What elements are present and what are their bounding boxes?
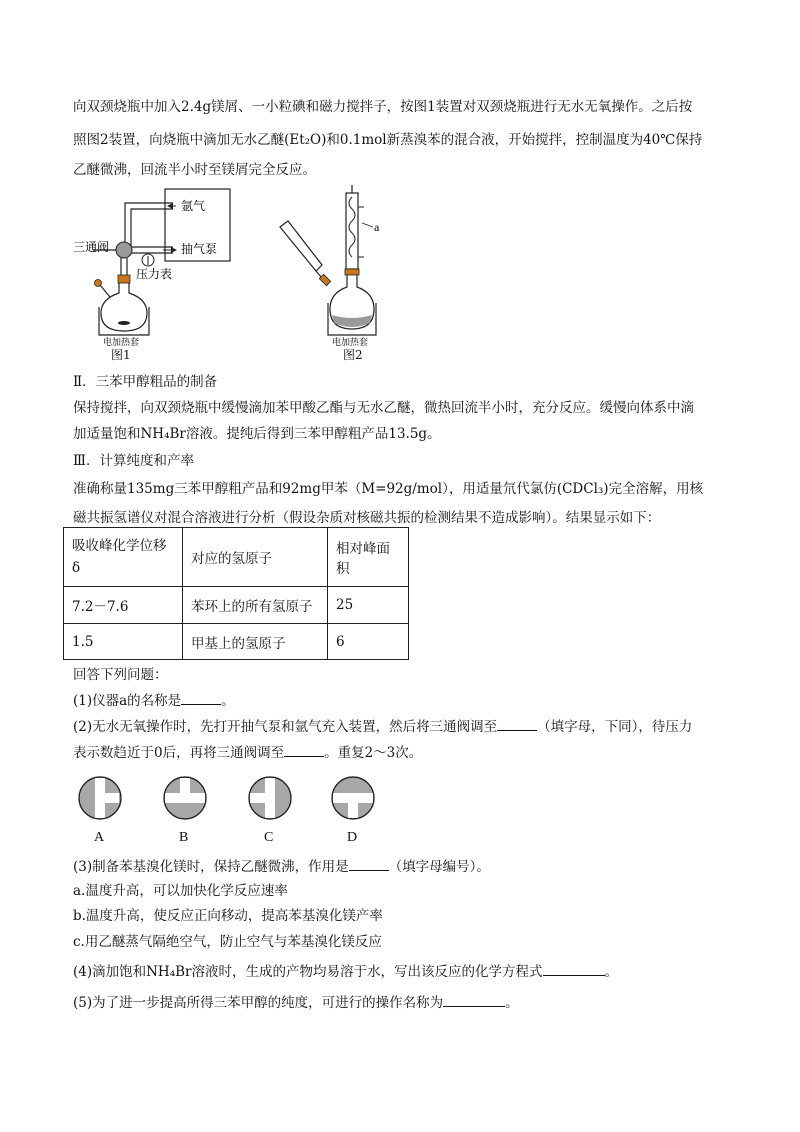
valve-label-a: A <box>94 830 105 845</box>
table-cell: 1.5 <box>64 624 183 660</box>
table-cell: 7.2－7.6 <box>64 587 183 624</box>
figure-1-caption: 图1 <box>111 348 131 362</box>
answer-blank-1 <box>181 690 221 705</box>
answer-blank-2b <box>284 742 324 757</box>
table-header-row <box>64 528 409 587</box>
table-header-shift: 吸收峰化学位移δ <box>64 528 183 587</box>
question-2-text-c: 表示数趋近于0后，再将三通阀调至 <box>73 745 285 761</box>
question-5-text: (5)为了进一步提高所得三苯甲醇的纯度，可进行的操作名称为 <box>73 995 444 1011</box>
intro-line-3: 乙醚微沸，回流半小时至镁屑完全反应。 <box>73 162 316 178</box>
label-valve: 三通阀 <box>73 240 110 254</box>
questions-prompt: 回答下列问题： <box>73 667 168 683</box>
question-1 <box>73 690 235 711</box>
table-row <box>64 587 409 624</box>
table-cell: 25 <box>328 587 409 624</box>
answer-blank-3 <box>349 856 389 871</box>
condenser-a <box>346 193 358 269</box>
valve-label-c: C <box>264 830 274 845</box>
label-pump: 抽气泵 <box>181 242 218 256</box>
question-2-line-2 <box>73 742 422 763</box>
table-cell: 6 <box>328 624 409 660</box>
table-row <box>64 624 409 660</box>
question-3-option-c: c.用乙醚蒸气隔绝空气，防止空气与苯基溴化镁反应 <box>73 934 382 950</box>
dropping-funnel <box>280 221 322 271</box>
question-2-line-1 <box>73 716 692 737</box>
question-3-text: (3)制备苯基溴化镁时，保持乙醚微沸，作用是 <box>73 859 349 875</box>
valve-option-d-icon <box>330 775 376 821</box>
question-1-end: 。 <box>221 693 235 709</box>
intro-line-1: 向双颈烧瓶中加入2.4g镁屑、一小粒碘和磁力搅拌子，按图1装置对双颈烧瓶进行无水无氧操作。之后按 <box>73 99 693 115</box>
question-1-text: (1)仪器a的名称是 <box>73 693 182 709</box>
table-header-area: 相对峰面积 <box>328 528 409 587</box>
three-way-valve-icon <box>116 242 132 258</box>
section-3-line-1: 准确称量135mg三苯甲醇粗产品和92mg甲苯（M=92g/mol），用适量氘代氯仿(CDCl₃)完全溶解，用核 <box>73 481 704 497</box>
section-3-line-2: 磁共振氢谱仪对混合溶液进行分析（假设杂质对核磁共振的检测结果不造成影响）。结果显示如下： <box>73 510 661 526</box>
question-2-text-a: (2)无水无氧操作时，先打开抽气泵和氩气充入装置，然后将三通阀调至 <box>73 719 498 735</box>
table-cell: 苯环上的所有氢原子 <box>183 587 328 624</box>
section-2-title: Ⅱ．三苯甲醇粗品的制备 <box>73 374 218 390</box>
label-gauge: 压力表 <box>136 267 173 281</box>
label-heater-1: 电加热套 <box>103 337 140 347</box>
answer-blank-4 <box>543 961 605 976</box>
question-5-end: 。 <box>505 995 519 1011</box>
question-3-end: （填字母编号）。 <box>388 859 490 875</box>
table-header-hydrogen: 对应的氢原子 <box>183 528 328 587</box>
label-heater-2: 电加热套 <box>332 337 369 347</box>
joint-clamp <box>118 275 130 283</box>
table-cell: 甲基上的氢原子 <box>183 624 328 660</box>
question-2-text-d: 。重复2～3次。 <box>324 745 423 761</box>
label-a: a <box>374 220 380 234</box>
nmr-results-table <box>63 527 409 660</box>
figure-1-apparatus <box>73 185 263 360</box>
argon-tube <box>125 203 173 247</box>
question-3-option-b: b.温度升高，使反应正向移动，提高苯基溴化镁产率 <box>73 908 383 924</box>
question-4 <box>73 961 618 982</box>
question-3-option-a: a.温度升高，可以加快化学反应速率 <box>73 883 288 899</box>
valve-label-d: D <box>347 830 358 845</box>
label-argon: 氩气 <box>181 199 206 213</box>
valve-label-b: B <box>179 830 189 845</box>
valve-option-a-icon <box>77 775 123 821</box>
intro-line-2: 照图2装置，向烧瓶中滴加无水乙醚(Et₂O)和0.1mol新蒸溴苯的混合液，开始搅拌，控制温度为40℃保持 <box>73 132 703 148</box>
question-4-end: 。 <box>604 964 618 980</box>
answer-blank-5 <box>443 992 505 1007</box>
question-5 <box>73 992 519 1013</box>
stir-bar <box>118 321 130 325</box>
figure-2-apparatus <box>270 185 400 360</box>
section-2-line-1: 保持搅拌，向双颈烧瓶中缓慢滴加苯甲酸乙酯与无水乙醚，微热回流半小时，充分反应。缓慢向体系中滴 <box>73 400 694 416</box>
valve-option-b-icon <box>162 775 208 821</box>
section-2-line-2: 加适量饱和NH₄Br溶液。提纯后得到三苯甲醇粗产品13.5g。 <box>73 426 441 442</box>
valve-option-c-icon <box>247 775 293 821</box>
answer-blank-2a <box>497 716 537 731</box>
question-2-text-b: （填字母，下同），待压力 <box>537 719 693 735</box>
question-3 <box>73 856 490 877</box>
figure-2-caption: 图2 <box>343 348 363 362</box>
section-3-title: Ⅲ．计算纯度和产率 <box>73 453 195 469</box>
question-4-text: (4)滴加饱和NH₄Br溶液时，生成的产物均易溶于水，写出该反应的化学方程式 <box>73 964 543 980</box>
